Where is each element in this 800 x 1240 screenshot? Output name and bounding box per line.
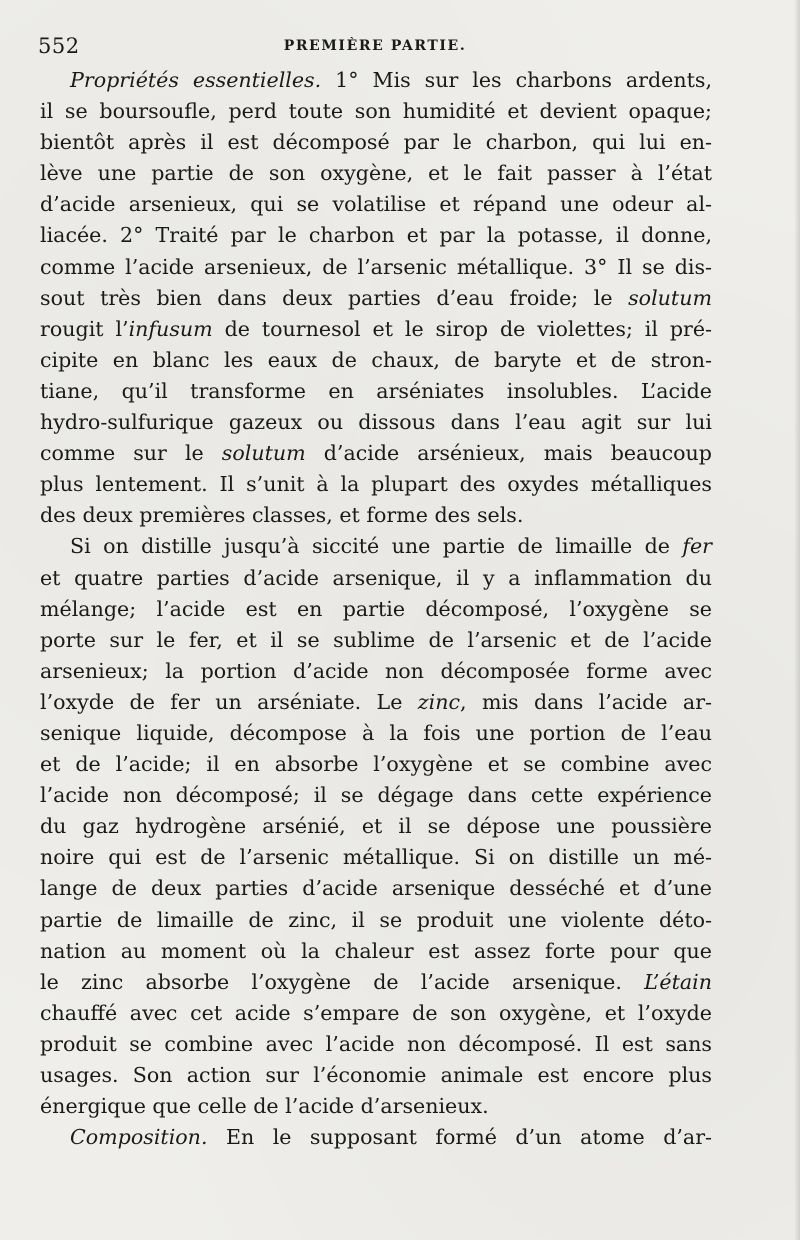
text-line: [40, 531, 712, 562]
text-line: [40, 407, 712, 438]
text-run: partie de limaille de zinc, il se produit une violente déto-: [40, 907, 712, 932]
body-text: [40, 65, 712, 1153]
italic-text: Propriétés essentielles.: [70, 68, 322, 92]
text-run: d’acide arsenieux, qui se volatilise et répand une odeur al-: [40, 192, 712, 217]
text-line: [40, 252, 712, 283]
text-line: [40, 1091, 712, 1122]
italic-text: zinc: [417, 689, 461, 714]
text-run: 1° Mis sur les charbons ardents,: [321, 68, 712, 92]
text-run: cipite en blanc les eaux de chaux, de baryte et de stron-: [40, 347, 712, 372]
text-run: En le supposant formé d’un atome d’ar-: [207, 1125, 712, 1150]
text-line: [40, 189, 712, 220]
text-line: [40, 469, 712, 500]
text-run: des deux premières classes, et forme des sels.: [40, 503, 524, 528]
text-run: lange de deux parties d’acide arsenique desséché et d’une: [40, 876, 712, 901]
text-run: hydro-sulfurique gazeux ou dissous dans l’eau agit sur lui: [40, 410, 712, 435]
running-title: PREMIÈRE PARTIE.: [283, 38, 467, 54]
text-line: [40, 376, 712, 407]
text-run: sout très bien dans deux parties d’eau froide; le: [40, 285, 629, 310]
text-line: [40, 127, 712, 158]
page-number: 552: [38, 34, 80, 58]
text-line: [40, 314, 712, 345]
text-line: [40, 594, 712, 625]
text-line: [40, 687, 712, 718]
text-run: il se boursoufle, perd toute son humidité et devient opaque;: [40, 99, 712, 124]
text-run: senique liquide, décompose à la fois une portion de l’eau: [40, 720, 712, 745]
text-line: [40, 65, 712, 96]
text-run: rougit l’: [40, 316, 129, 341]
text-line: [40, 967, 712, 998]
text-line: [40, 283, 712, 314]
page-edge-shadow: [794, 0, 800, 1240]
text-line: [40, 873, 712, 904]
text-line: [40, 936, 712, 967]
italic-text: infusum: [128, 316, 213, 341]
text-run: plus lentement. Il s’unit à la plupart des oxydes métalliques: [40, 472, 712, 497]
text-run: porte sur le fer, et il se sublime de l’arsenic et de l’acide: [40, 627, 712, 652]
text-line: [40, 998, 712, 1029]
italic-text: solutum: [221, 441, 306, 466]
text-line: [40, 625, 712, 656]
text-run: liacée. 2° Traité par le charbon et par la potasse, il donne,: [40, 223, 712, 248]
text-run: , mis dans l’acide ar-: [460, 689, 713, 714]
text-run: arsenieux; la portion d’acide non décomposée forme avec: [40, 658, 712, 683]
text-run: et quatre parties d’acide arsenique, il y a inflammation du: [40, 565, 712, 590]
text-run: l’oxyde de fer un arséniate. Le: [40, 689, 418, 714]
text-run: noire qui est de l’arsenic métallique. Si on distille un mé-: [40, 845, 712, 870]
text-line: [40, 96, 712, 127]
text-run: nation au moment où la chaleur est assez forte pour que: [40, 938, 712, 963]
italic-text: fer: [682, 534, 712, 559]
text-run: du gaz hydrogène arsénié, et il se dépose une poussière: [40, 814, 712, 839]
text-line: [40, 842, 712, 873]
text-run: Si on distille jusqu’à siccité une partie de limaille de: [70, 534, 683, 559]
text-line: [40, 220, 712, 251]
text-run: énergique que celle de l’acide d’arsenieux.: [40, 1094, 489, 1119]
text-line: [40, 656, 712, 687]
text-line: [40, 811, 712, 842]
text-line: [40, 1060, 712, 1091]
text-line: [40, 1029, 712, 1060]
text-run: et de l’acide; il en absorbe l’oxygène et se combine avec: [40, 752, 712, 777]
text-run: l’acide non décomposé; il se dégage dans cette expérience: [40, 783, 712, 808]
running-head: [38, 34, 712, 60]
text-run: comme l’acide arsenieux, de l’arsenic métallique. 3° Il se dis-: [40, 254, 712, 279]
text-run: comme sur le: [40, 441, 222, 466]
text-line: [40, 905, 712, 936]
text-run: bientôt après il est décomposé par le charbon, qui lui en-: [40, 130, 712, 155]
text-line: [40, 1122, 712, 1153]
italic-text: Composition.: [70, 1125, 208, 1150]
text-line: [40, 718, 712, 749]
text-run: de tournesol et le sirop de violettes; il pré-: [212, 316, 712, 341]
text-line: [40, 500, 712, 531]
text-line: [40, 158, 712, 189]
text-run: mélange; l’acide est en partie décomposé, l’oxygène se: [40, 596, 712, 621]
text-run: d’acide arsénieux, mais beaucoup: [305, 441, 712, 466]
text-run: produit se combine avec l’acide non décomposé. Il est sans: [40, 1031, 712, 1056]
text-line: [40, 780, 712, 811]
text-run: tiane, qu’il transforme en arséniates insolubles. L’acide: [40, 378, 712, 403]
text-run: le zinc absorbe l’oxygène de l’acide arsenique.: [40, 969, 645, 994]
text-line: [40, 563, 712, 594]
italic-text: solutum: [628, 285, 712, 310]
text-line: [40, 345, 712, 376]
text-run: chauffé avec cet acide s’empare de son oxygène, et l’oxyde: [40, 1000, 712, 1025]
text-line: [40, 438, 712, 469]
text-line: [40, 749, 712, 780]
text-run: lève une partie de son oxygène, et le fait passer à l’état: [40, 161, 712, 186]
text-run: usages. Son action sur l’économie animale est encore plus: [40, 1063, 712, 1087]
italic-text: L’étain: [644, 969, 712, 994]
